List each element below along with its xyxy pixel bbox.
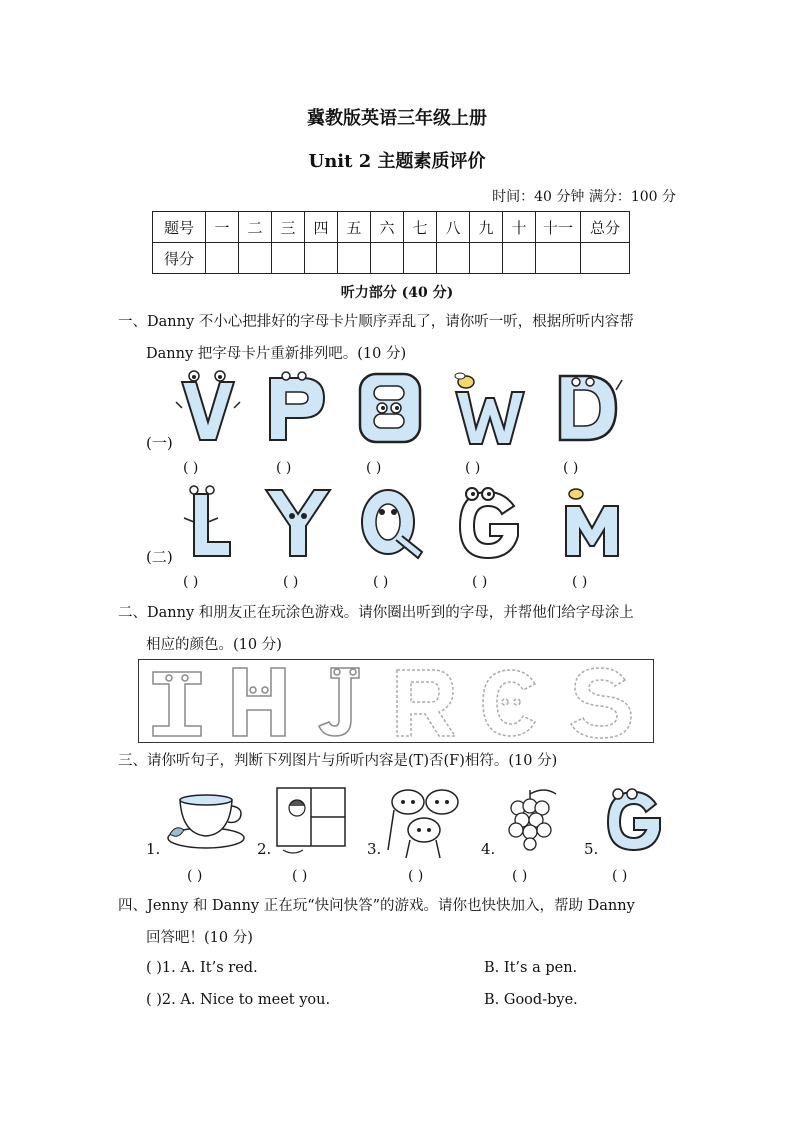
answer-blank[interactable]: ( ) [283, 574, 299, 590]
score-table-header-row [153, 212, 630, 243]
table-header-cell: 总分 [581, 212, 630, 243]
answer-blank[interactable]: ( ) [572, 574, 588, 590]
score-cell[interactable] [371, 243, 404, 274]
score-cell[interactable] [581, 243, 630, 274]
answer-blank[interactable]: ( ) [472, 574, 488, 590]
answer-blank[interactable]: ( ) [183, 574, 199, 590]
letter-g-small-icon [600, 784, 670, 854]
answer-blank[interactable]: ( ) [366, 460, 382, 476]
page-title: 冀教版英语三年级上册 [307, 108, 487, 129]
question-1-prompt-cont: Danny 把字母卡片重新排列吧。(10 分) [146, 346, 407, 362]
score-cell[interactable] [437, 243, 470, 274]
letter-y-card-icon [262, 484, 334, 564]
answer-blank[interactable]: ( ) [408, 868, 424, 884]
grapes-icon [500, 786, 560, 852]
item-number: 1. [146, 840, 161, 858]
letter-b-card-icon [356, 370, 424, 446]
table-header-cell: 二 [239, 212, 272, 243]
question-2-prompt: 二、Danny 和朋友正在玩涂色游戏。请你圈出听到的字母，并帮他们给字母涂上 [118, 605, 634, 621]
answer-blank[interactable]: ( ) [612, 868, 628, 884]
page-subtitle: Unit 2 主题素质评价 [308, 151, 486, 172]
table-header-cell: 八 [437, 212, 470, 243]
letter-i-outline-icon [153, 672, 201, 736]
row-1-label: (一) [146, 434, 173, 452]
question-2-prompt-cont: 相应的颜色。(10 分) [146, 637, 282, 653]
time-score-info: 时间：40 分钟 满分：100 分 [492, 189, 676, 205]
question-1-prompt: 一、Danny 不小心把排好的字母卡片顺序弄乱了，请你听一听，根据所听内容帮 [118, 314, 634, 330]
letter-v-card-icon [176, 368, 240, 448]
table-header-cell: 三 [272, 212, 305, 243]
table-header-cell: 四 [305, 212, 338, 243]
score-table [152, 211, 630, 274]
question-4-prompt: 四、Jenny 和 Danny 正在玩“快问快答”的游戏。请你也快快加入，帮助 Danny [118, 898, 635, 914]
table-header-cell: 题号 [153, 212, 206, 243]
teacup-icon [162, 786, 246, 852]
answer-blank[interactable]: ( ) [276, 460, 292, 476]
coloring-letters-box [138, 659, 654, 743]
item-number: 5. [584, 840, 599, 858]
letter-c-outline-icon [483, 670, 535, 736]
choice-item-1-b[interactable]: B. It’s a pen. [484, 960, 578, 976]
window-girl-icon [273, 784, 349, 856]
letter-q-card-icon [358, 486, 424, 562]
answer-blank[interactable]: ( ) [183, 460, 199, 476]
choice-item-1-a[interactable]: ( )1. A. It’s red. [146, 960, 258, 976]
letter-j-outline-icon [319, 668, 359, 736]
letter-l-card-icon [180, 484, 238, 564]
answer-blank[interactable]: ( ) [465, 460, 481, 476]
score-cell[interactable] [239, 243, 272, 274]
choice-item-2-a[interactable]: ( )2. A. Nice to meet you. [146, 992, 331, 1008]
letter-h-outline-icon [233, 668, 285, 736]
score-cell[interactable] [470, 243, 503, 274]
table-header-cell: 九 [470, 212, 503, 243]
table-header-cell: 六 [371, 212, 404, 243]
choice-item-2-b[interactable]: B. Good-bye. [484, 992, 578, 1008]
outline-letters-icon [139, 660, 653, 742]
letter-p-card-icon [262, 368, 328, 448]
question-4-prompt-cont: 回答吧！(10 分) [146, 930, 253, 946]
table-header-cell: 五 [338, 212, 371, 243]
score-cell[interactable] [404, 243, 437, 274]
answer-blank[interactable]: ( ) [373, 574, 389, 590]
letter-r-outline-icon [397, 670, 455, 736]
item-number: 2. [257, 840, 272, 858]
question-3-prompt: 三、请你听句子，判断下列图片与所听内容是(T)否(F)相符。(10 分) [118, 753, 558, 769]
letter-m-card-icon [560, 484, 624, 564]
score-cell[interactable] [338, 243, 371, 274]
cats-icon [380, 780, 466, 860]
table-header-cell: 一 [206, 212, 239, 243]
score-cell[interactable] [272, 243, 305, 274]
score-cell[interactable] [536, 243, 581, 274]
answer-blank[interactable]: ( ) [512, 868, 528, 884]
answer-blank[interactable]: ( ) [187, 868, 203, 884]
item-number: 4. [481, 840, 496, 858]
section-heading-listening: 听力部分 (40 分) [340, 285, 454, 301]
score-cell[interactable] [503, 243, 536, 274]
table-header-cell: 十 [503, 212, 536, 243]
letter-d-card-icon [552, 370, 624, 446]
answer-blank[interactable]: ( ) [563, 460, 579, 476]
letter-s-outline-icon [571, 668, 631, 738]
row-2-label: (二) [146, 548, 173, 566]
letter-w-card-icon [452, 372, 526, 448]
score-cell[interactable] [206, 243, 239, 274]
item-number: 3. [367, 840, 382, 858]
answer-blank[interactable]: ( ) [292, 868, 308, 884]
score-table-score-row [153, 243, 630, 274]
score-cell[interactable] [305, 243, 338, 274]
table-header-cell: 七 [404, 212, 437, 243]
table-header-cell: 十一 [536, 212, 581, 243]
letter-g-card-icon [452, 484, 528, 564]
table-row-label: 得分 [153, 243, 206, 274]
